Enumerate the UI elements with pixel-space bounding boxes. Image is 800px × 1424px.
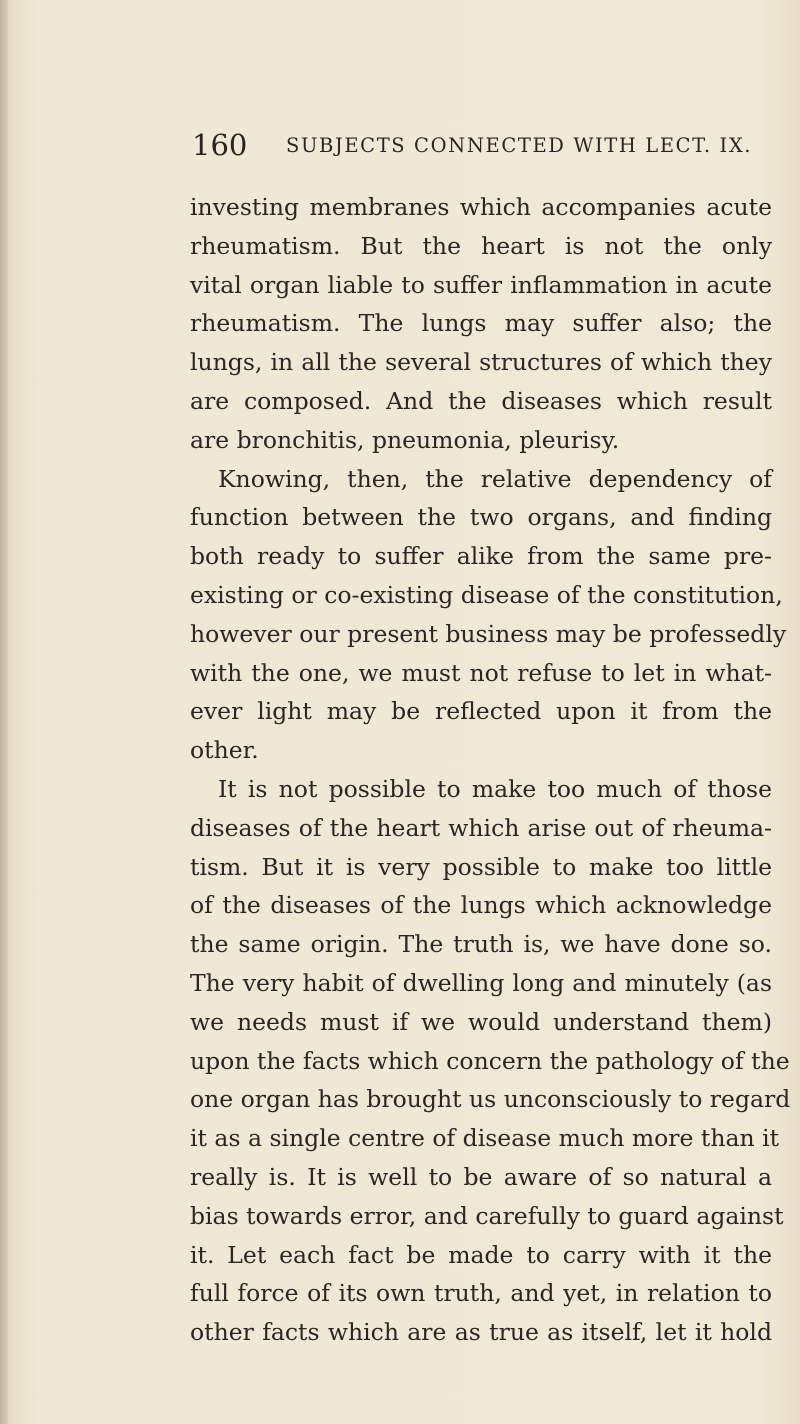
text-line: diseases of the heart which arise out of rheuma- [190,813,772,842]
text-line: however our present business may be professedly [190,619,787,648]
text-line: investing membranes which accompanies acute [190,193,772,221]
text-line: both ready to suffer alike from the same pre- [190,542,772,571]
text-line: Knowing, then, the relative dependency of [218,464,772,493]
text-line: one organ has brought us unconsciously to regard [190,1085,791,1114]
running-head: SUBJECTS CONNECTED WITH LECT. IX. [286,134,753,157]
text-line: we needs must if we would understand them) [190,1007,772,1036]
text-line: it as a single centre of disease much more than it [190,1124,780,1153]
text-line: with the one, we must not refuse to let in what- [190,658,772,687]
text-line: The very habit of dwelling long and minutely (as [190,968,772,997]
text-line: bias towards error, and carefully to guard against [190,1201,784,1230]
text-line: It is not possible to make too much of those [218,774,772,803]
text-line: of the diseases of the lungs which acknowledge [190,891,772,920]
page-gutter-edge [0,0,8,1424]
text-line: lungs, in all the several structures of which they [190,348,772,377]
text-line: are bronchitis, pneumonia, pleurisy. [190,425,620,454]
text-line: function between the two organs, and finding [190,503,772,532]
text-line: it. Let each fact be made to carry with it the [190,1240,772,1269]
body-text [190,188,791,1352]
page-header [192,128,770,168]
text-line: rheumatism. The lungs may suffer also; the [190,309,772,338]
text-line: other. [190,736,259,765]
text-line: rheumatism. But the heart is not the only [190,231,772,260]
text-line: tism. But it is very possible to make too little [190,852,772,881]
text-line: the same origin. The truth is, we have done so. [190,930,772,959]
text-line: full force of its own truth, and yet, in relation to [190,1279,772,1308]
text-line: existing or co-existing disease of the constitution, [190,580,783,609]
page-number: 160 [192,128,248,162]
text-line: vital organ liable to suffer inflammation in acute [190,270,772,299]
text-line: are composed. And the diseases which result [190,386,772,415]
text-line: ever light may be reflected upon it from the [190,697,772,726]
text-line: other facts which are as true as itself, let it hold [190,1318,772,1347]
text-line: really is. It is well to be aware of so natural a [190,1162,772,1191]
text-line: upon the facts which concern the pathology of the [190,1046,790,1075]
